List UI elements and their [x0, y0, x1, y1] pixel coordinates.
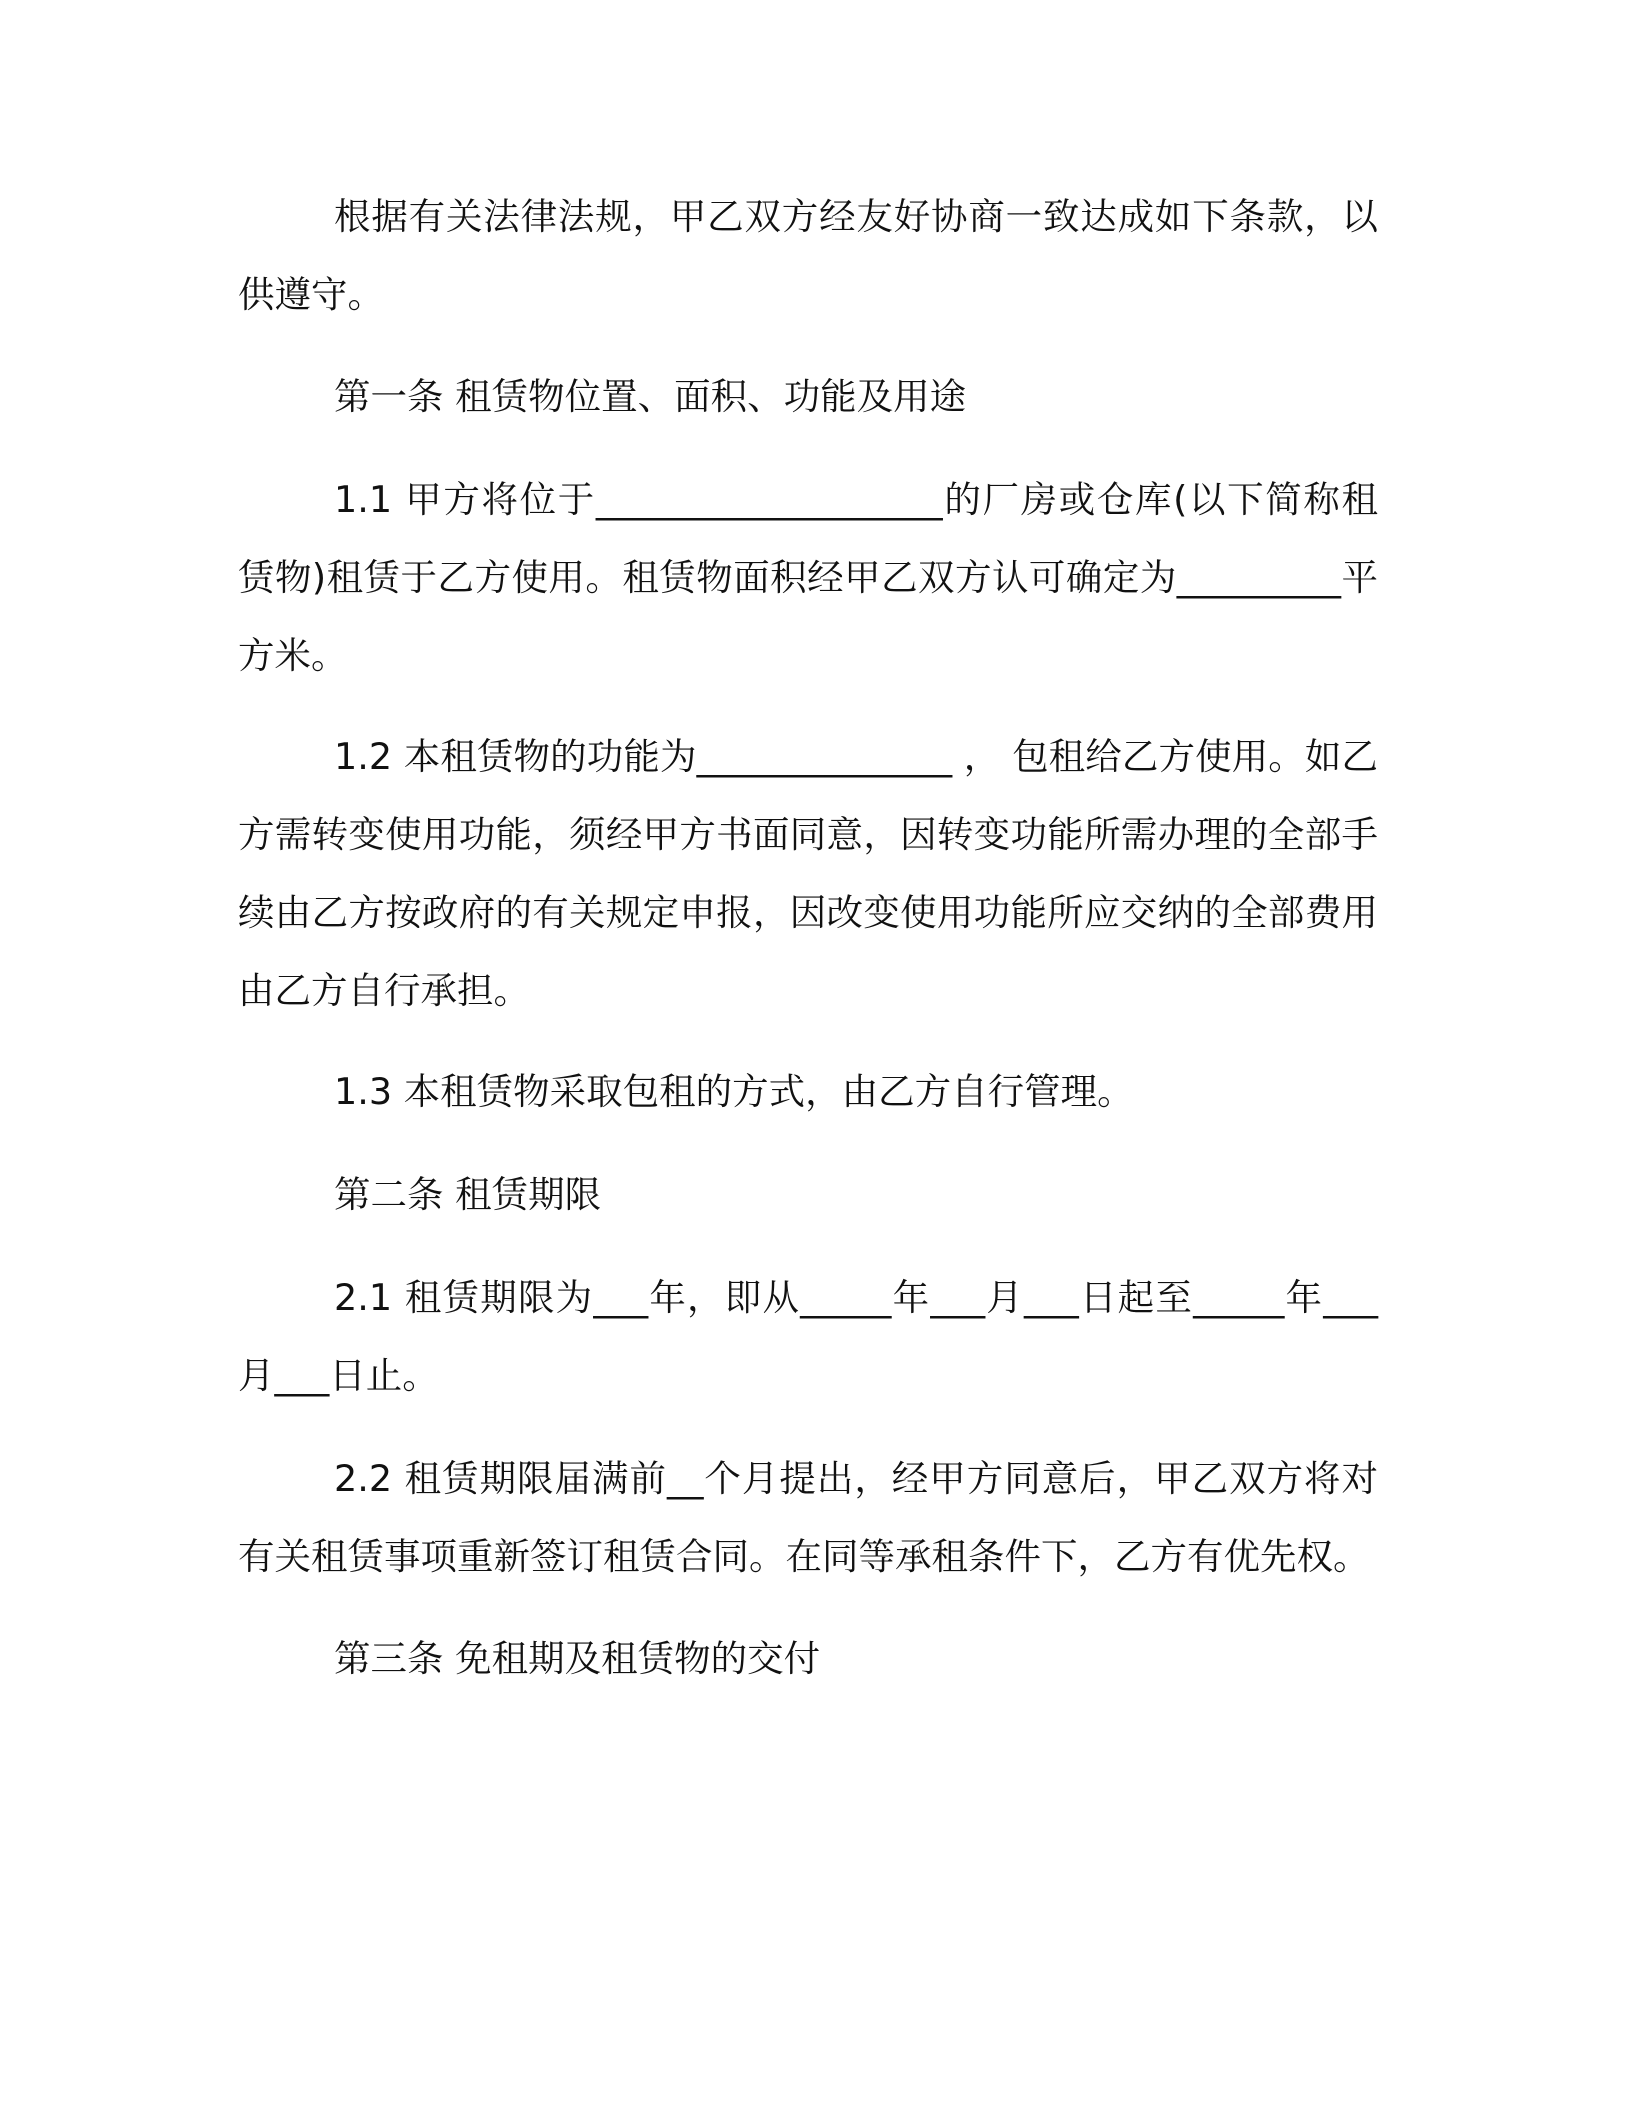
clause-1-1: 1.1 甲方将位于___________________的厂房或仓库(以下简称租赁物)租赁于乙方使用。租赁物面积经甲乙双方认可确定为_________平方米。 [238, 478, 1378, 677]
article-2-heading: 第二条 租赁期限 [334, 1173, 602, 1216]
clause-1-2: 1.2 本租赁物的功能为______________ ， 包租给乙方使用。如乙方需转变使用功能，须经甲方书面同意，因转变功能所需办理的全部手续由乙方按政府的有关规定申报，因改变使用功能所应交纳的全部费用由乙方自行承担。 [238, 735, 1378, 1012]
article-1-heading: 第一条 租赁物位置、面积、功能及用途 [334, 375, 967, 418]
intro-paragraph: 根据有关法律法规，甲乙双方经友好协商一致达成如下条款，以供遵守。 [238, 195, 1378, 316]
article-3-heading: 第三条 免租期及租赁物的交付 [334, 1637, 821, 1680]
clause-2-1: 2.1 租赁期限为___年，即从_____年___月___日起至_____年___月___日止。 [238, 1276, 1378, 1397]
clause-1-3: 1.3 本租赁物采取包租的方式，由乙方自行管理。 [334, 1070, 1134, 1113]
clause-2-2: 2.2 租赁期限届满前__个月提出，经甲方同意后，甲乙双方将对有关租赁事项重新签订租赁合同。在同等承租条件下，乙方有优先权。 [238, 1457, 1378, 1578]
